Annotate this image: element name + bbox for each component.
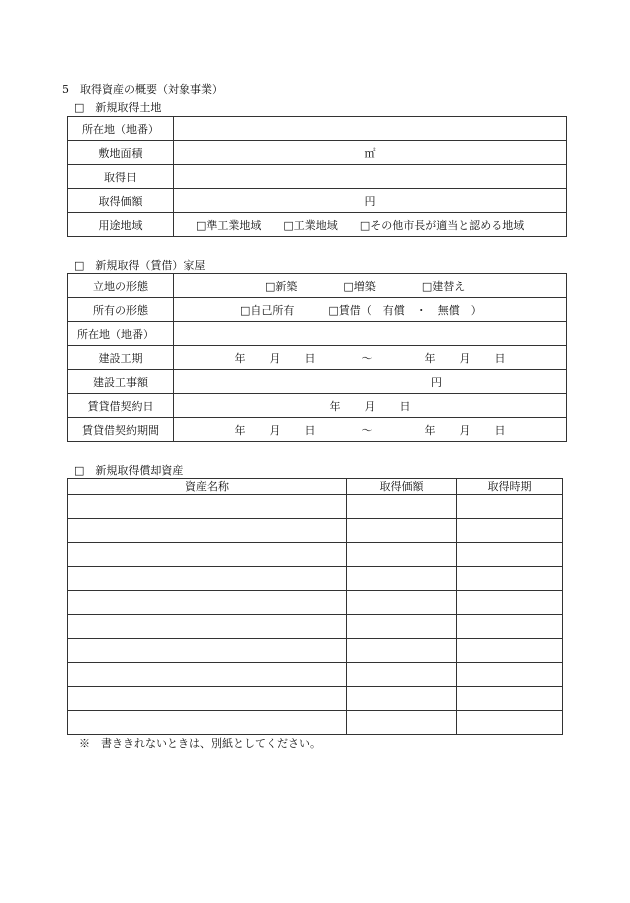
building-ownership-options xyxy=(174,298,567,322)
asset-date-cell[interactable] xyxy=(457,495,563,519)
area-unit: ㎡ xyxy=(364,146,376,160)
land-area-field[interactable] xyxy=(174,141,567,165)
table-row xyxy=(68,495,563,519)
use-option-industrial[interactable]: □工業地域 xyxy=(283,218,338,232)
land-price-field[interactable] xyxy=(174,189,567,213)
building-ownership-label: 所有の形態 xyxy=(68,298,174,322)
land-location-field[interactable] xyxy=(174,117,567,141)
month-label: 月 xyxy=(459,423,471,437)
table-row xyxy=(68,711,563,735)
building-contract-date-label: 賃貸借契約日 xyxy=(68,394,174,418)
use-option-other[interactable]: □その他市長が適当と認める地域 xyxy=(359,218,525,232)
building-cost-field[interactable] xyxy=(174,370,567,394)
section-title: 5 取得資産の概要（対象事業） xyxy=(62,83,223,96)
asset-name-cell[interactable] xyxy=(68,711,347,735)
asset-name-cell[interactable] xyxy=(68,639,347,663)
cost-unit: 円 xyxy=(431,375,442,389)
building-location-label: 所在地（地番） xyxy=(68,322,174,346)
asset-name-cell[interactable] xyxy=(68,663,347,687)
ownership-own[interactable]: □自己所有 xyxy=(240,303,295,317)
asset-price-cell[interactable] xyxy=(347,663,457,687)
asset-price-cell[interactable] xyxy=(347,615,457,639)
ownership-lease[interactable]: □賃借（ 有償 ・ 無償 ） xyxy=(328,303,482,317)
table-row xyxy=(68,615,563,639)
land-date-label: 取得日 xyxy=(68,165,174,189)
asset-name-cell[interactable] xyxy=(68,495,347,519)
month-label: 月 xyxy=(269,423,281,437)
building-contract-date-field[interactable] xyxy=(174,394,567,418)
form-option-extension[interactable]: □増築 xyxy=(343,279,376,293)
building-period-label: 建設工期 xyxy=(68,346,174,370)
asset-name-cell[interactable] xyxy=(68,687,347,711)
land-location-label: 所在地（地番） xyxy=(68,117,174,141)
building-period-field[interactable] xyxy=(174,346,567,370)
land-heading: □ 新規取得土地 xyxy=(74,101,162,114)
month-label: 月 xyxy=(269,351,281,365)
asset-date-cell[interactable] xyxy=(457,615,563,639)
building-form-label: 立地の形態 xyxy=(68,274,174,298)
assets-table xyxy=(67,478,563,735)
asset-name-cell[interactable] xyxy=(68,591,347,615)
table-row xyxy=(68,519,563,543)
building-table xyxy=(67,273,567,442)
asset-date-cell[interactable] xyxy=(457,591,563,615)
assets-column-price: 取得価額 xyxy=(347,479,457,495)
building-contract-period-field[interactable] xyxy=(174,418,567,442)
asset-date-cell[interactable] xyxy=(457,543,563,567)
asset-date-cell[interactable] xyxy=(457,519,563,543)
building-location-field[interactable] xyxy=(174,322,567,346)
assets-column-name: 資産名称 xyxy=(68,479,347,495)
day-label: 日 xyxy=(399,399,411,413)
land-price-label: 取得価額 xyxy=(68,189,174,213)
form-option-rebuild[interactable]: □建替え xyxy=(421,279,466,293)
asset-price-cell[interactable] xyxy=(347,591,457,615)
asset-date-cell[interactable] xyxy=(457,711,563,735)
form-option-new[interactable]: □新築 xyxy=(265,279,298,293)
land-table xyxy=(67,116,567,237)
land-date-field[interactable] xyxy=(174,165,567,189)
asset-date-cell[interactable] xyxy=(457,567,563,591)
building-cost-label: 建設工事額 xyxy=(68,370,174,394)
building-form-options xyxy=(174,274,567,298)
use-option-semi-industrial[interactable]: □準工業地域 xyxy=(196,218,262,232)
asset-date-cell[interactable] xyxy=(457,687,563,711)
building-contract-period-label: 賃貸借契約期間 xyxy=(68,418,174,442)
month-label: 月 xyxy=(459,351,471,365)
year-label: 年 xyxy=(424,351,436,365)
asset-price-cell[interactable] xyxy=(347,687,457,711)
asset-name-cell[interactable] xyxy=(68,615,347,639)
land-area-label: 敷地面積 xyxy=(68,141,174,165)
year-label: 年 xyxy=(234,423,246,437)
asset-name-cell[interactable] xyxy=(68,567,347,591)
day-label: 日 xyxy=(304,423,316,437)
land-use-label: 用途地域 xyxy=(68,213,174,237)
asset-price-cell[interactable] xyxy=(347,567,457,591)
asset-price-cell[interactable] xyxy=(347,711,457,735)
price-unit: 円 xyxy=(364,194,376,208)
assets-rows xyxy=(68,495,563,735)
asset-price-cell[interactable] xyxy=(347,519,457,543)
footnote: ※ 書ききれないときは、別紙としてください。 xyxy=(79,737,321,750)
table-row xyxy=(68,687,563,711)
year-label: 年 xyxy=(424,423,436,437)
table-row xyxy=(68,591,563,615)
land-use-options xyxy=(174,213,567,237)
assets-heading: □ 新規取得償却資産 xyxy=(74,464,184,477)
asset-name-cell[interactable] xyxy=(68,543,347,567)
asset-date-cell[interactable] xyxy=(457,639,563,663)
day-label: 日 xyxy=(494,351,506,365)
assets-column-date: 取得時期 xyxy=(457,479,563,495)
year-label: 年 xyxy=(234,351,246,365)
year-label: 年 xyxy=(329,399,341,413)
day-label: 日 xyxy=(304,351,316,365)
asset-name-cell[interactable] xyxy=(68,519,347,543)
table-row xyxy=(68,543,563,567)
tilde-label: ～ xyxy=(361,423,373,437)
day-label: 日 xyxy=(494,423,506,437)
asset-price-cell[interactable] xyxy=(347,543,457,567)
table-row xyxy=(68,567,563,591)
month-label: 月 xyxy=(364,399,376,413)
table-row xyxy=(68,663,563,687)
asset-price-cell[interactable] xyxy=(347,639,457,663)
building-heading: □ 新規取得（賃借）家屋 xyxy=(74,259,206,272)
asset-date-cell[interactable] xyxy=(457,663,563,687)
table-row xyxy=(68,639,563,663)
tilde-label: ～ xyxy=(361,351,373,365)
asset-price-cell[interactable] xyxy=(347,495,457,519)
